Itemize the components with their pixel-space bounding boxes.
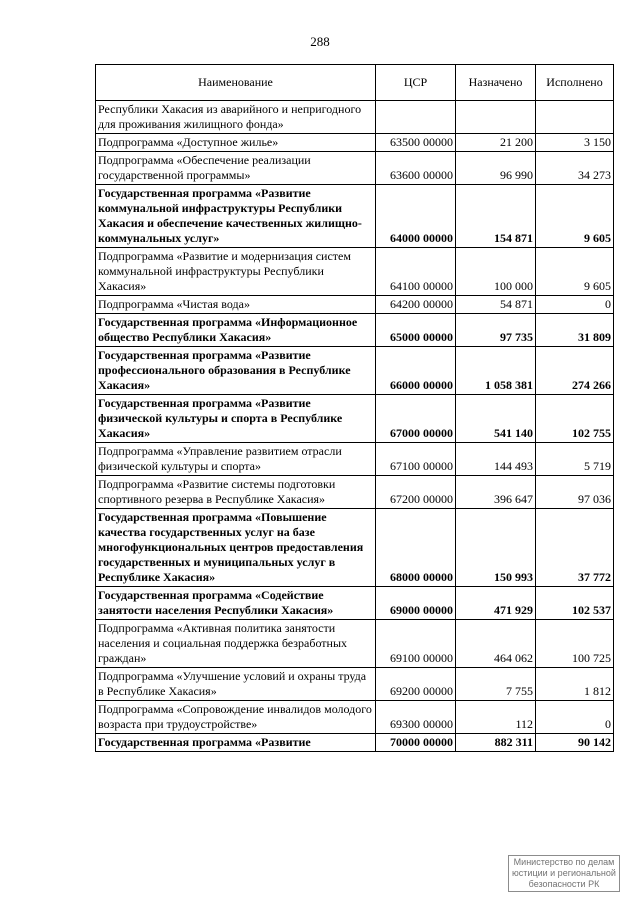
cell-planned: 464 062 <box>456 620 536 668</box>
cell-planned: 96 990 <box>456 152 536 185</box>
table-row <box>96 620 614 668</box>
cell-executed: 34 273 <box>536 152 614 185</box>
cell-name: Республики Хакасия из аварийного и непригодного для проживания жилищного фонда» <box>96 101 376 134</box>
header-name: Наименование <box>96 65 376 101</box>
cell-name: Государственная программа «Развитие <box>96 734 376 752</box>
cell-planned: 1 058 381 <box>456 347 536 395</box>
table-row <box>96 734 614 752</box>
cell-csr: 70000 00000 <box>376 734 456 752</box>
cell-name: Государственная программа «Развитие профессионального образования в Республике Хакасия» <box>96 347 376 395</box>
table-row <box>96 509 614 587</box>
cell-planned: 54 871 <box>456 296 536 314</box>
table-row <box>96 476 614 509</box>
table-row <box>96 668 614 701</box>
cell-executed: 5 719 <box>536 443 614 476</box>
cell-csr: 69200 00000 <box>376 668 456 701</box>
cell-name: Государственная программа «Информационное общество Республики Хакасия» <box>96 314 376 347</box>
table-row <box>96 701 614 734</box>
cell-csr: 64000 00000 <box>376 185 456 248</box>
registration-stamp <box>508 855 620 892</box>
cell-csr: 69300 00000 <box>376 701 456 734</box>
table-row <box>96 347 614 395</box>
table-row <box>96 443 614 476</box>
cell-name: Подпрограмма «Чистая вода» <box>96 296 376 314</box>
cell-csr: 67100 00000 <box>376 443 456 476</box>
cell-executed: 0 <box>536 701 614 734</box>
cell-planned: 150 993 <box>456 509 536 587</box>
table-row <box>96 185 614 248</box>
page-number: 288 <box>310 34 330 49</box>
cell-executed: 9 605 <box>536 248 614 296</box>
table-row <box>96 314 614 347</box>
cell-name: Подпрограмма «Улучшение условий и охраны труда в Республике Хакасия» <box>96 668 376 701</box>
cell-planned <box>456 101 536 134</box>
table-row <box>96 248 614 296</box>
cell-csr: 68000 00000 <box>376 509 456 587</box>
cell-name: Государственная программа «Развитие коммунальной инфраструктуры Республики Хакасия и обеспечение качественных жилищно-коммунальных услуг» <box>96 185 376 248</box>
cell-csr <box>376 101 456 134</box>
cell-planned: 112 <box>456 701 536 734</box>
cell-executed: 9 605 <box>536 185 614 248</box>
table-row <box>96 134 614 152</box>
cell-executed: 100 725 <box>536 620 614 668</box>
cell-executed: 274 266 <box>536 347 614 395</box>
budget-table <box>95 64 614 752</box>
cell-csr: 67000 00000 <box>376 395 456 443</box>
cell-planned: 154 871 <box>456 185 536 248</box>
cell-planned: 144 493 <box>456 443 536 476</box>
cell-name: Подпрограмма «Развитие системы подготовки спортивного резерва в Республике Хакасия» <box>96 476 376 509</box>
cell-executed: 97 036 <box>536 476 614 509</box>
cell-csr: 63600 00000 <box>376 152 456 185</box>
table-row <box>96 152 614 185</box>
table-row <box>96 395 614 443</box>
stamp-line: юстиции и региональной <box>512 868 616 878</box>
cell-executed: 0 <box>536 296 614 314</box>
header-csr: ЦСР <box>376 65 456 101</box>
cell-csr: 69100 00000 <box>376 620 456 668</box>
cell-name: Подпрограмма «Управление развитием отрасли физической культуры и спорта» <box>96 443 376 476</box>
cell-planned: 100 000 <box>456 248 536 296</box>
cell-name: Государственная программа «Повышение качества государственных услуг на базе многофункциональных центров предоставления государственных и муниципальных услуг в Республике Хакасия» <box>96 509 376 587</box>
cell-name: Подпрограмма «Обеспечение реализации государственной программы» <box>96 152 376 185</box>
cell-executed: 3 150 <box>536 134 614 152</box>
cell-name: Подпрограмма «Активная политика занятости населения и социальная поддержка безработных граждан» <box>96 620 376 668</box>
cell-planned: 21 200 <box>456 134 536 152</box>
cell-planned: 396 647 <box>456 476 536 509</box>
cell-planned: 541 140 <box>456 395 536 443</box>
table-row <box>96 101 614 134</box>
stamp-line: Министерство по делам <box>513 857 615 867</box>
header-executed: Исполнено <box>536 65 614 101</box>
cell-executed <box>536 101 614 134</box>
cell-name: Подпрограмма «Доступное жилье» <box>96 134 376 152</box>
stamp-line: безопасности РК <box>528 879 600 889</box>
table-row <box>96 296 614 314</box>
cell-name: Подпрограмма «Сопровождение инвалидов молодого возраста при трудоустройстве» <box>96 701 376 734</box>
cell-name: Подпрограмма «Развитие и модернизация систем коммунальной инфраструктуры Республики Хакасия» <box>96 248 376 296</box>
cell-name: Государственная программа «Развитие физической культуры и спорта в Республике Хакасия» <box>96 395 376 443</box>
cell-csr: 63500 00000 <box>376 134 456 152</box>
cell-planned: 7 755 <box>456 668 536 701</box>
cell-name: Государственная программа «Содействие занятости населения Республики Хакасия» <box>96 587 376 620</box>
cell-csr: 65000 00000 <box>376 314 456 347</box>
table-row <box>96 587 614 620</box>
header-planned: Назначено <box>456 65 536 101</box>
cell-csr: 64200 00000 <box>376 296 456 314</box>
cell-executed: 90 142 <box>536 734 614 752</box>
cell-executed: 31 809 <box>536 314 614 347</box>
table-header-row <box>96 65 614 101</box>
cell-executed: 1 812 <box>536 668 614 701</box>
cell-planned: 97 735 <box>456 314 536 347</box>
cell-planned: 471 929 <box>456 587 536 620</box>
cell-csr: 64100 00000 <box>376 248 456 296</box>
cell-csr: 69000 00000 <box>376 587 456 620</box>
cell-executed: 37 772 <box>536 509 614 587</box>
cell-planned: 882 311 <box>456 734 536 752</box>
cell-executed: 102 537 <box>536 587 614 620</box>
cell-csr: 66000 00000 <box>376 347 456 395</box>
cell-csr: 67200 00000 <box>376 476 456 509</box>
cell-executed: 102 755 <box>536 395 614 443</box>
